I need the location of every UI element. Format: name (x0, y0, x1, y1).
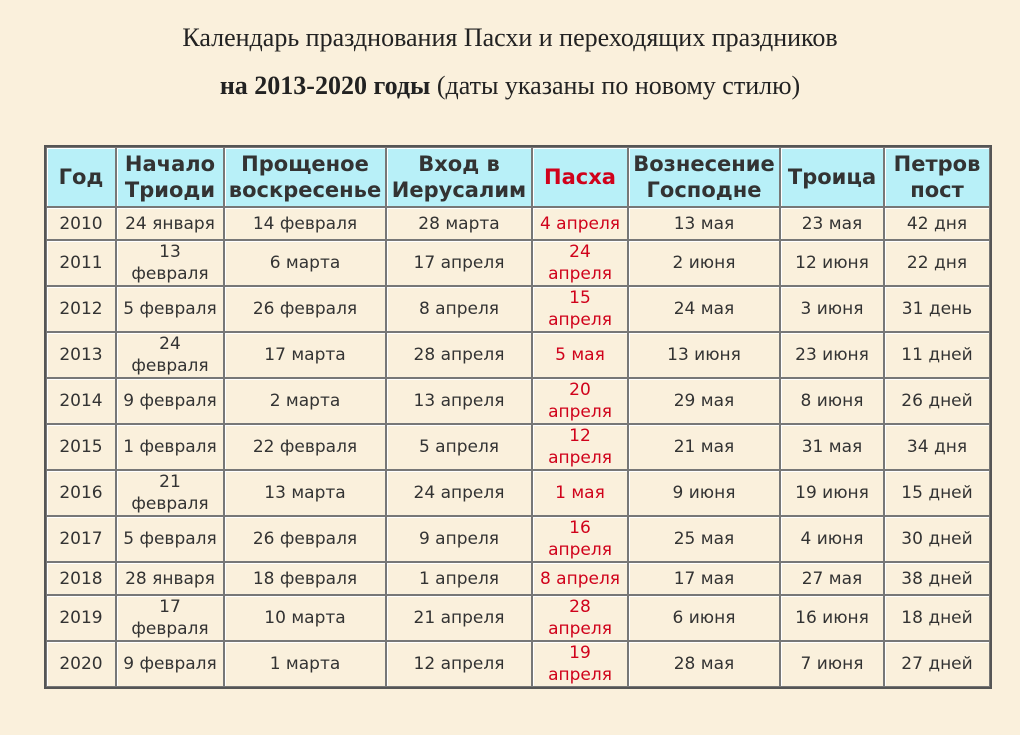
cell-triodion-start: 24 февраля (116, 332, 224, 378)
cell-easter: 19 апреля (532, 641, 628, 687)
cell-ascension: 2 июня (628, 240, 780, 286)
cell-easter: 20 апреля (532, 378, 628, 424)
cell-ascension: 9 июня (628, 470, 780, 516)
cell-trinity: 8 июня (780, 378, 884, 424)
cell-ascension: 24 мая (628, 286, 780, 332)
cell-triodion-start: 21 февраля (116, 470, 224, 516)
cell-easter: 5 мая (532, 332, 628, 378)
table-row (46, 516, 990, 562)
cell-year: 2017 (46, 516, 116, 562)
cell-ascension: 13 июня (628, 332, 780, 378)
table-row (46, 286, 990, 332)
cell-easter: 8 апреля (532, 562, 628, 595)
cell-peter-fast: 31 день (884, 286, 990, 332)
cell-year: 2019 (46, 595, 116, 641)
cell-year: 2014 (46, 378, 116, 424)
cell-year: 2011 (46, 240, 116, 286)
table-row (46, 470, 990, 516)
table-row (46, 595, 990, 641)
cell-triodion-start: 28 января (116, 562, 224, 595)
cell-forgiveness-sunday: 26 февраля (224, 286, 386, 332)
header-trinity: Троица (780, 147, 884, 207)
cell-trinity: 19 июня (780, 470, 884, 516)
cell-palm-sunday: 5 апреля (386, 424, 532, 470)
subtitle-years: на 2013-2020 годы (219, 71, 431, 100)
cell-trinity: 16 июня (780, 595, 884, 641)
cell-palm-sunday: 1 апреля (386, 562, 532, 595)
cell-trinity: 7 июня (780, 641, 884, 687)
cell-forgiveness-sunday: 10 марта (224, 595, 386, 641)
cell-peter-fast: 27 дней (884, 641, 990, 687)
cell-palm-sunday: 28 апреля (386, 332, 532, 378)
header-year: Год (46, 147, 116, 207)
cell-year: 2016 (46, 470, 116, 516)
header-peter-fast: Петров пост (884, 147, 990, 207)
table-row (46, 562, 990, 595)
cell-trinity: 23 июня (780, 332, 884, 378)
cell-trinity: 23 мая (780, 207, 884, 240)
cell-forgiveness-sunday: 6 марта (224, 240, 386, 286)
cell-palm-sunday: 17 апреля (386, 240, 532, 286)
cell-forgiveness-sunday: 1 марта (224, 641, 386, 687)
cell-forgiveness-sunday: 22 февраля (224, 424, 386, 470)
cell-easter: 4 апреля (532, 207, 628, 240)
cell-peter-fast: 18 дней (884, 595, 990, 641)
cell-trinity: 31 мая (780, 424, 884, 470)
cell-triodion-start: 9 февраля (116, 641, 224, 687)
header-easter: Пасха (532, 147, 628, 207)
cell-trinity: 27 мая (780, 562, 884, 595)
cell-triodion-start: 17 февраля (116, 595, 224, 641)
header-palm-sunday: Вход в Иерусалим (386, 147, 532, 207)
cell-palm-sunday: 12 апреля (386, 641, 532, 687)
easter-calendar-table (44, 145, 992, 689)
cell-year: 2020 (46, 641, 116, 687)
cell-triodion-start: 5 февраля (116, 516, 224, 562)
cell-easter: 28 апреля (532, 595, 628, 641)
page-title: Календарь празднования Пасхи и переходящих праздников (182, 23, 838, 52)
cell-palm-sunday: 9 апреля (386, 516, 532, 562)
cell-ascension: 21 мая (628, 424, 780, 470)
subtitle-note: (даты указаны по новому стилю) (436, 71, 801, 100)
cell-ascension: 17 мая (628, 562, 780, 595)
cell-year: 2013 (46, 332, 116, 378)
cell-trinity: 4 июня (780, 516, 884, 562)
table-row (46, 332, 990, 378)
cell-forgiveness-sunday: 2 марта (224, 378, 386, 424)
cell-triodion-start: 13 февраля (116, 240, 224, 286)
cell-triodion-start: 1 февраля (116, 424, 224, 470)
cell-peter-fast: 42 дня (884, 207, 990, 240)
cell-easter: 12 апреля (532, 424, 628, 470)
header-triodion-start: Начало Триоди (116, 147, 224, 207)
title-block (0, 0, 1020, 120)
cell-easter: 16 апреля (532, 516, 628, 562)
table-header-row (46, 147, 990, 207)
header-forgiveness-sunday: Прощеное воскресенье (224, 147, 386, 207)
cell-year: 2015 (46, 424, 116, 470)
cell-forgiveness-sunday: 17 марта (224, 332, 386, 378)
table-row (46, 641, 990, 687)
cell-palm-sunday: 21 апреля (386, 595, 532, 641)
cell-ascension: 28 мая (628, 641, 780, 687)
cell-peter-fast: 38 дней (884, 562, 990, 595)
cell-year: 2010 (46, 207, 116, 240)
table-row (46, 207, 990, 240)
table-row (46, 240, 990, 286)
table-row (46, 424, 990, 470)
cell-year: 2012 (46, 286, 116, 332)
cell-easter: 15 апреля (532, 286, 628, 332)
cell-peter-fast: 34 дня (884, 424, 990, 470)
cell-ascension: 6 июня (628, 595, 780, 641)
cell-peter-fast: 30 дней (884, 516, 990, 562)
page-subtitle (0, 62, 1020, 110)
cell-trinity: 3 июня (780, 286, 884, 332)
cell-forgiveness-sunday: 18 февраля (224, 562, 386, 595)
cell-easter: 24 апреля (532, 240, 628, 286)
cell-ascension: 13 мая (628, 207, 780, 240)
cell-trinity: 12 июня (780, 240, 884, 286)
cell-peter-fast: 26 дней (884, 378, 990, 424)
cell-triodion-start: 9 февраля (116, 378, 224, 424)
cell-ascension: 25 мая (628, 516, 780, 562)
cell-peter-fast: 22 дня (884, 240, 990, 286)
cell-forgiveness-sunday: 13 марта (224, 470, 386, 516)
table-row (46, 378, 990, 424)
cell-peter-fast: 11 дней (884, 332, 990, 378)
cell-palm-sunday: 28 марта (386, 207, 532, 240)
cell-peter-fast: 15 дней (884, 470, 990, 516)
cell-ascension: 29 мая (628, 378, 780, 424)
cell-forgiveness-sunday: 14 февраля (224, 207, 386, 240)
cell-year: 2018 (46, 562, 116, 595)
cell-triodion-start: 5 февраля (116, 286, 224, 332)
cell-triodion-start: 24 января (116, 207, 224, 240)
cell-palm-sunday: 13 апреля (386, 378, 532, 424)
header-ascension: Вознесение Господне (628, 147, 780, 207)
cell-palm-sunday: 8 апреля (386, 286, 532, 332)
cell-palm-sunday: 24 апреля (386, 470, 532, 516)
cell-forgiveness-sunday: 26 февраля (224, 516, 386, 562)
cell-easter: 1 мая (532, 470, 628, 516)
